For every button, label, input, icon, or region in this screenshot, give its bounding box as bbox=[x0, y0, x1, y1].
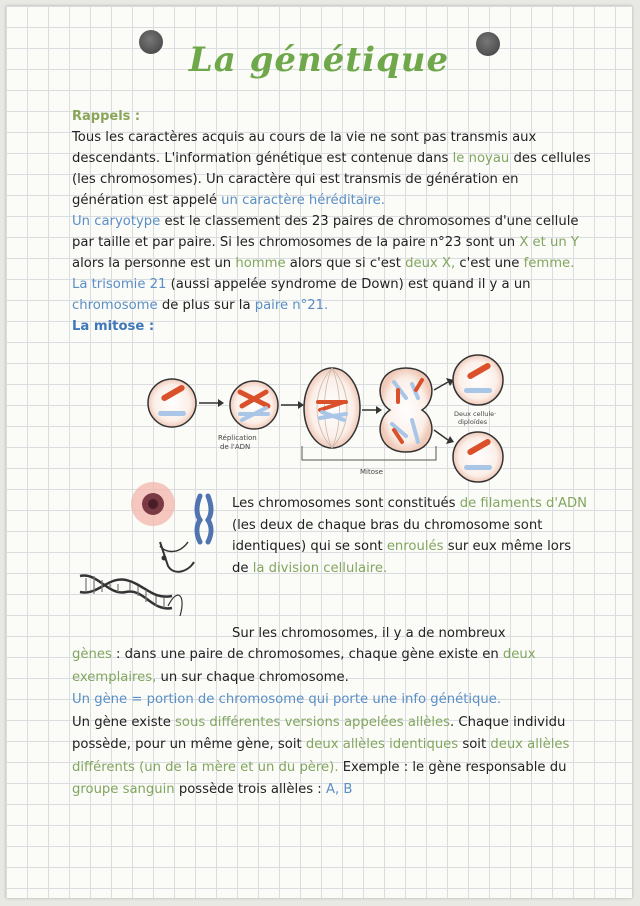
page-title: La génétique bbox=[188, 40, 450, 80]
label-replication-2: de l'ADN bbox=[220, 443, 251, 451]
cell-nucleus-icon bbox=[131, 482, 175, 526]
chromosomes-paragraph: Les chromosomes sont constitués de filaments d'ADN (les deux de chaque bras du chromosome sont identiques) qui se sont enroulés sur eux même lors de la division cellulaire. bbox=[232, 496, 588, 576]
genes-paragraph-1: gènes : dans une paire de chromosomes, chaque gène existe en deux exemplaires, un sur chaque chromosome. bbox=[72, 647, 536, 685]
cell-4 bbox=[380, 368, 432, 452]
cell-3 bbox=[304, 368, 360, 448]
rappels-heading: Rappels : bbox=[72, 109, 141, 124]
label-replication-1: Réplication bbox=[218, 434, 257, 442]
genes-paragraph-2: Un gène existe sous différentes versions appelées allèles. Chaque individu possède, pour un même gène, soit deux allèles identiques soit deux allèles différents (un de la mère et un du père). Exemple : le gène responsable du groupe sanguin possède trois allèles : A, B bbox=[72, 714, 570, 797]
genes-intro: Sur les chromosomes, il y a de nombreux bbox=[232, 626, 506, 641]
rappels-paragraph-2: Un caryotype est le classement des 23 paires de chromosomes d'une cellule par taille et par paire. Si les chromosomes de la paire n°23 sont un X et un Y alors la personne est un homme alors que si c'est deux X, c'est une femme. La trisomie 21 (aussi appelée syndrome de Down) est quand il y a un chromosome de plus sur la paire n°21. bbox=[72, 214, 579, 313]
cell-2 bbox=[230, 381, 278, 429]
note-card bbox=[6, 6, 632, 898]
mitose-diagram bbox=[136, 350, 516, 490]
mitose-heading: La mitose : bbox=[72, 319, 155, 334]
rappels-paragraph-1: Tous les caractères acquis au cours de la vie ne sont pas transmis aux descendants. L'information génétique est contenue dans le noyau des cellules (les chromosomes). Un caractère qui est transmis de génération en génération est appelé un caractère héréditaire. bbox=[72, 130, 591, 208]
chromosome-dna-illustration bbox=[68, 476, 228, 636]
cell-1 bbox=[148, 379, 196, 427]
daughter-cell-2 bbox=[453, 432, 503, 482]
genes-section bbox=[72, 644, 572, 802]
chromosome-icon bbox=[197, 496, 211, 542]
label-mitose: Mitose bbox=[360, 468, 383, 476]
label-diploides-2: diploïdes bbox=[458, 418, 488, 426]
daughter-cell-1 bbox=[453, 355, 503, 405]
gene-definition: Un gène = portion de chromosome qui porte une info génétique. bbox=[72, 692, 502, 707]
rappels-section bbox=[72, 106, 592, 337]
label-diploides-1: Deux cellule· bbox=[454, 410, 497, 418]
dna-helix-icon bbox=[80, 576, 182, 616]
